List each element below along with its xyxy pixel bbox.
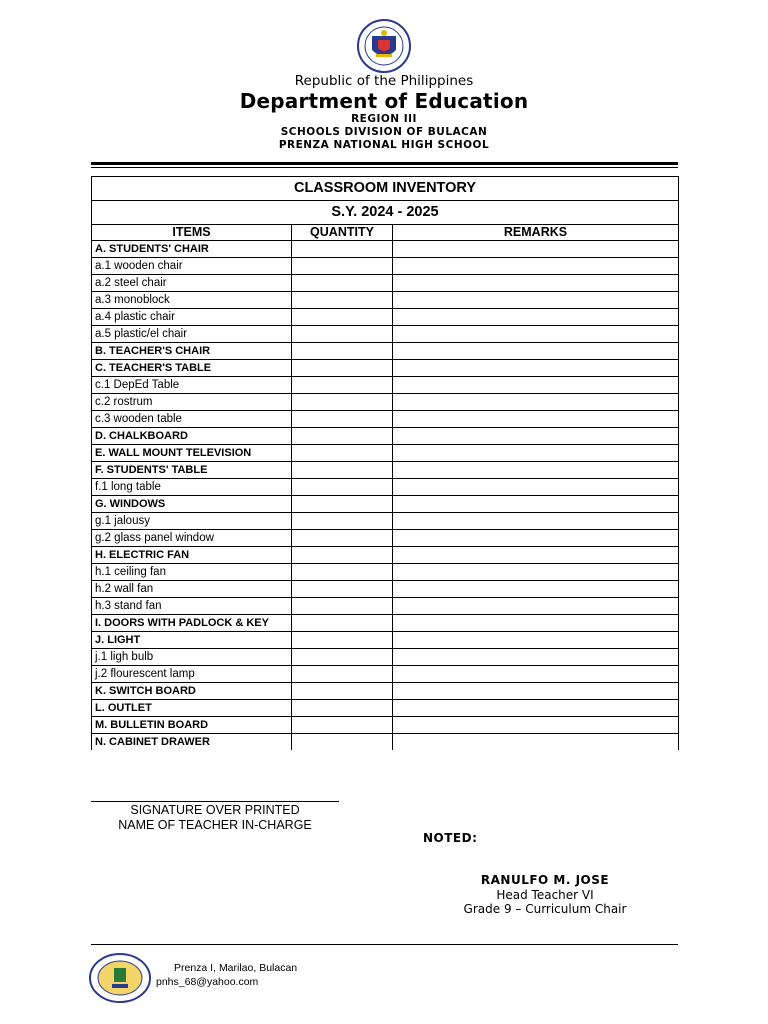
remarks-cell[interactable] <box>393 530 679 547</box>
quantity-cell[interactable] <box>292 360 393 377</box>
item-cell: G. WINDOWS <box>92 496 292 513</box>
signature-line <box>91 801 339 802</box>
head-teacher-position: Head Teacher VI <box>496 887 594 902</box>
remarks-cell[interactable] <box>393 666 679 683</box>
footer-address-block <box>156 961 297 989</box>
item-cell: f.1 long table <box>92 479 292 496</box>
remarks-cell[interactable] <box>393 683 679 700</box>
quantity-cell[interactable] <box>292 309 393 326</box>
remarks-cell[interactable] <box>393 581 679 598</box>
table-row <box>92 275 679 292</box>
item-cell: g.2 glass panel window <box>92 530 292 547</box>
quantity-cell[interactable] <box>292 530 393 547</box>
item-cell: a.3 monoblock <box>92 292 292 309</box>
remarks-cell[interactable] <box>393 258 679 275</box>
remarks-cell[interactable] <box>393 326 679 343</box>
item-cell: B. TEACHER'S CHAIR <box>92 343 292 360</box>
quantity-cell[interactable] <box>292 649 393 666</box>
quantity-cell[interactable] <box>292 615 393 632</box>
quantity-cell[interactable] <box>292 377 393 394</box>
quantity-cell[interactable] <box>292 411 393 428</box>
item-cell: c.3 wooden table <box>92 411 292 428</box>
table-row <box>92 717 679 734</box>
table-row <box>92 479 679 496</box>
item-cell: I. DOORS WITH PADLOCK & KEY <box>92 615 292 632</box>
remarks-cell[interactable] <box>393 717 679 734</box>
school-year: S.Y. 2024 - 2025 <box>92 201 679 225</box>
head-teacher-name: RANULFO M. JOSE <box>480 873 610 887</box>
inventory-table <box>91 176 679 750</box>
column-header-items: ITEMS <box>92 225 292 241</box>
quantity-cell[interactable] <box>292 683 393 700</box>
table-row <box>92 462 679 479</box>
table-row <box>92 326 679 343</box>
item-cell: A. STUDENTS' CHAIR <box>92 241 292 258</box>
remarks-cell[interactable] <box>393 700 679 717</box>
remarks-cell[interactable] <box>393 292 679 309</box>
deped-seal-icon <box>348 18 420 74</box>
table-row <box>92 428 679 445</box>
quantity-cell[interactable] <box>292 428 393 445</box>
head-teacher-role: Grade 9 – Curriculum Chair <box>463 902 627 916</box>
footer-address: Prenza I, Marilao, Bulacan <box>174 962 298 974</box>
quantity-cell[interactable] <box>292 513 393 530</box>
division-heading: SCHOOLS DIVISION OF BULACAN <box>280 126 488 138</box>
item-cell: H. ELECTRIC FAN <box>92 547 292 564</box>
remarks-cell[interactable] <box>393 598 679 615</box>
column-header-remarks: REMARKS <box>393 225 679 241</box>
item-cell: a.5 plastic/el chair <box>92 326 292 343</box>
table-row <box>92 411 679 428</box>
signature-caption <box>91 803 339 833</box>
remarks-cell[interactable] <box>393 615 679 632</box>
item-cell: E. WALL MOUNT TELEVISION <box>92 445 292 462</box>
quantity-cell[interactable] <box>292 547 393 564</box>
remarks-cell[interactable] <box>393 377 679 394</box>
noted-label: NOTED: <box>423 831 478 845</box>
table-row <box>92 598 679 615</box>
table-row <box>92 564 679 581</box>
remarks-cell[interactable] <box>393 632 679 649</box>
table-row <box>92 309 679 326</box>
item-cell: C. TEACHER'S TABLE <box>92 360 292 377</box>
table-row <box>92 394 679 411</box>
remarks-cell[interactable] <box>393 564 679 581</box>
quantity-cell[interactable] <box>292 666 393 683</box>
table-row <box>92 343 679 360</box>
table-row <box>92 649 679 666</box>
item-cell: M. BULLETIN BOARD <box>92 717 292 734</box>
quantity-cell[interactable] <box>292 632 393 649</box>
remarks-cell[interactable] <box>393 309 679 326</box>
quantity-cell[interactable] <box>292 462 393 479</box>
table-row <box>92 683 679 700</box>
quantity-cell[interactable] <box>292 479 393 496</box>
remarks-cell[interactable] <box>393 734 679 751</box>
table-row <box>92 666 679 683</box>
quantity-cell[interactable] <box>292 258 393 275</box>
remarks-cell[interactable] <box>393 513 679 530</box>
item-cell: c.1 DepEd Table <box>92 377 292 394</box>
item-cell: K. SWITCH BOARD <box>92 683 292 700</box>
remarks-cell[interactable] <box>393 462 679 479</box>
remarks-cell[interactable] <box>393 275 679 292</box>
table-row <box>92 360 679 377</box>
quantity-cell[interactable] <box>292 445 393 462</box>
department-heading: Department of Education <box>239 89 529 113</box>
quantity-cell[interactable] <box>292 717 393 734</box>
table-row <box>92 496 679 513</box>
quantity-cell[interactable] <box>292 734 393 751</box>
table-row <box>92 615 679 632</box>
quantity-cell[interactable] <box>292 241 393 258</box>
school-heading: PRENZA NATIONAL HIGH SCHOOL <box>278 139 490 151</box>
quantity-cell[interactable] <box>292 581 393 598</box>
remarks-cell[interactable] <box>393 241 679 258</box>
table-row <box>92 241 679 258</box>
item-cell: D. CHALKBOARD <box>92 428 292 445</box>
item-cell: h.1 ceiling fan <box>92 564 292 581</box>
remarks-cell[interactable] <box>393 445 679 462</box>
column-header-quantity: QUANTITY <box>292 225 393 241</box>
table-row <box>92 734 679 751</box>
quantity-cell[interactable] <box>292 275 393 292</box>
item-cell: a.4 plastic chair <box>92 309 292 326</box>
remarks-cell[interactable] <box>393 343 679 360</box>
item-cell: c.2 rostrum <box>92 394 292 411</box>
remarks-cell[interactable] <box>393 428 679 445</box>
remarks-cell[interactable] <box>393 547 679 564</box>
item-cell: g.1 jalousy <box>92 513 292 530</box>
table-row <box>92 581 679 598</box>
footer-email: pnhs_68@yahoo.com <box>156 976 259 988</box>
table-row <box>92 632 679 649</box>
item-cell: N. CABINET DRAWER <box>92 734 292 751</box>
quantity-cell[interactable] <box>292 496 393 513</box>
table-title: CLASSROOM INVENTORY <box>92 177 679 201</box>
table-row <box>92 513 679 530</box>
remarks-cell[interactable] <box>393 394 679 411</box>
table-row <box>92 445 679 462</box>
item-cell: L. OUTLET <box>92 700 292 717</box>
table-row <box>92 530 679 547</box>
quantity-cell[interactable] <box>292 326 393 343</box>
item-cell: j.1 ligh bulb <box>92 649 292 666</box>
item-cell: h.2 wall fan <box>92 581 292 598</box>
signature-line-1: SIGNATURE OVER PRINTED <box>130 803 300 817</box>
remarks-cell[interactable] <box>393 649 679 666</box>
remarks-cell[interactable] <box>393 479 679 496</box>
header-divider-thin <box>91 167 678 168</box>
table-row <box>92 377 679 394</box>
quantity-cell[interactable] <box>292 598 393 615</box>
quantity-cell[interactable] <box>292 700 393 717</box>
region-heading: REGION III <box>351 113 417 125</box>
item-cell: j.2 flourescent lamp <box>92 666 292 683</box>
quantity-cell[interactable] <box>292 564 393 581</box>
header-divider <box>91 162 678 165</box>
table-row <box>92 258 679 275</box>
table-row <box>92 547 679 564</box>
item-cell: J. LIGHT <box>92 632 292 649</box>
quantity-cell[interactable] <box>292 292 393 309</box>
footer-divider <box>91 944 678 945</box>
quantity-cell[interactable] <box>292 394 393 411</box>
remarks-cell[interactable] <box>393 411 679 428</box>
quantity-cell[interactable] <box>292 343 393 360</box>
republic-heading: Republic of the Philippines <box>294 73 474 89</box>
table-row <box>92 700 679 717</box>
item-cell: a.1 wooden chair <box>92 258 292 275</box>
table-row <box>92 292 679 309</box>
school-logo-icon <box>88 952 152 1004</box>
noted-block <box>430 873 660 917</box>
item-cell: a.2 steel chair <box>92 275 292 292</box>
remarks-cell[interactable] <box>393 496 679 513</box>
item-cell: h.3 stand fan <box>92 598 292 615</box>
item-cell: F. STUDENTS' TABLE <box>92 462 292 479</box>
signature-line-2: NAME OF TEACHER IN-CHARGE <box>118 818 312 832</box>
remarks-cell[interactable] <box>393 360 679 377</box>
